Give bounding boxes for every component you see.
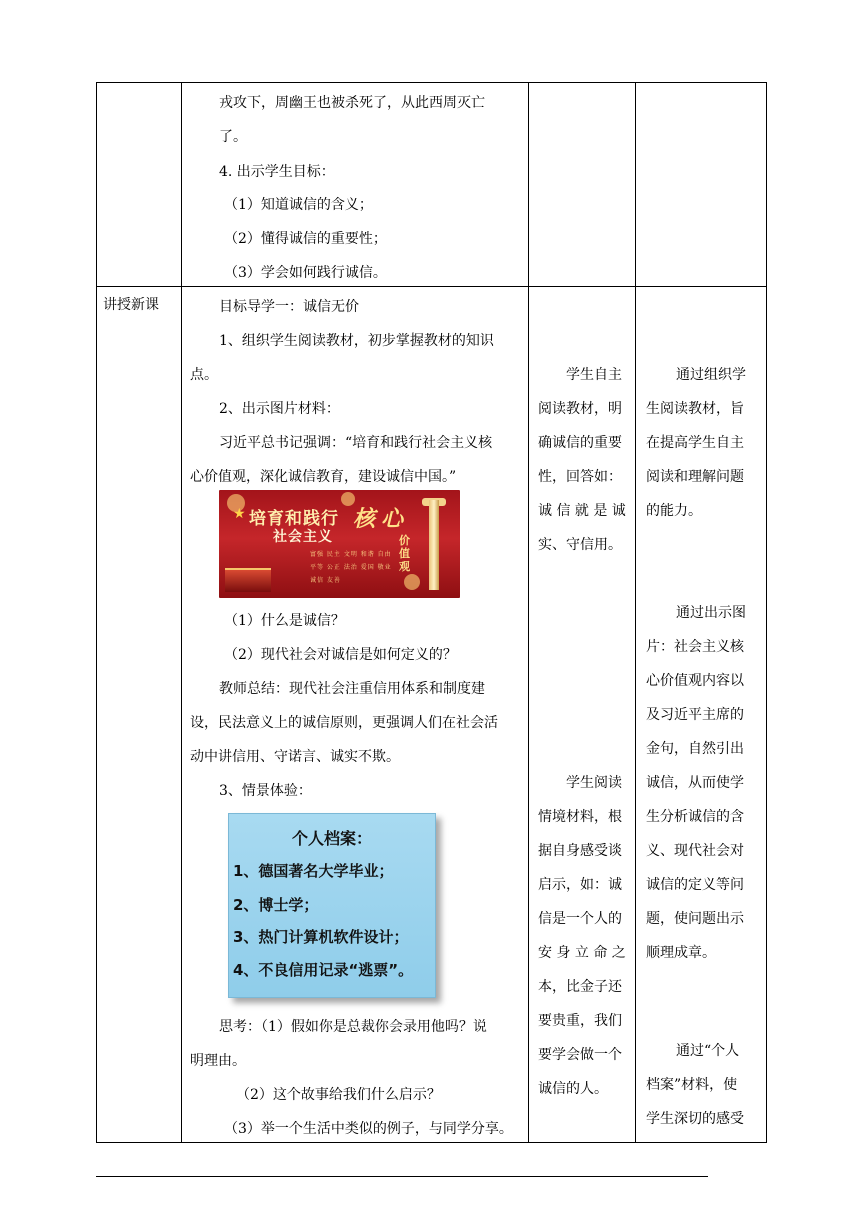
text-line: 启示，如：诚 [538, 877, 622, 893]
text-line: 安 身 立 命 之 [538, 945, 626, 961]
column-divider-1 [181, 82, 182, 1143]
text-line: 义、现代社会对 [646, 843, 744, 859]
text-line: 题，使问题出示 [646, 911, 744, 927]
profile-item: 3、热门计算机软件设计； [233, 928, 409, 946]
footer-rule [96, 1176, 708, 1177]
text-line: 了。 [219, 129, 247, 145]
firework-decoration [404, 574, 420, 590]
section-label: 讲授新课 [103, 297, 159, 313]
text-line: 在提高学生自主 [646, 435, 744, 451]
banner-values-text: 富强 民主 文明 和谐 自由 平等 公正 法治 爱国 敬业 诚信 友善 [310, 551, 392, 584]
column-divider-3 [635, 82, 636, 1143]
text-line: 情境材料，根 [538, 809, 622, 825]
text-line: 性，回答如： [538, 469, 622, 485]
profile-item: 2、博士学； [233, 896, 319, 914]
question-item: （1）什么是诚信？ [224, 613, 345, 629]
text-line: 心价值观，深化诚信教育，建设诚信中国。” [190, 469, 457, 485]
text-line: 生阅读教材，旨 [646, 401, 744, 417]
question-item: （2）现代社会对诚信是如何定义的？ [224, 647, 457, 663]
text-line: 诚信，从而使学 [646, 775, 744, 791]
text-line: 教师总结：现代社会注重信用体系和制度建 [219, 681, 485, 697]
text-line: 心价值观内容以 [646, 673, 744, 689]
star-icon: ★ [233, 506, 246, 522]
text-line: 思考：（1）假如你是总裁你会录用他吗？说 [219, 1019, 487, 1035]
row-divider [96, 286, 766, 287]
text-line: 金句，自然引出 [646, 741, 744, 757]
banner-big-text: 核心 [353, 507, 410, 532]
text-line: 明理由。 [190, 1053, 246, 1069]
text-line [219, 161, 335, 181]
text-line: 的能力。 [646, 503, 702, 519]
text-line: 档案”材料，使 [646, 1077, 738, 1093]
profile-card-title: 个人档案： [291, 829, 372, 848]
table-top-border [96, 82, 766, 83]
text-line: 顺理成章。 [646, 945, 716, 961]
text-line: 片：社会主义核 [646, 639, 744, 655]
text-line: 据自身感受谈 [538, 843, 622, 859]
table-bottom-border [96, 1142, 766, 1143]
text-line: 戎攻下，周幽王也被杀死了，从此西周灭亡 [219, 95, 485, 111]
text-line: 2、出示图片材料： [219, 401, 340, 417]
text-line: 3、情景体验： [219, 783, 312, 799]
question-item: （3）举一个生活中类似的例子，与同学分享。 [224, 1121, 513, 1137]
text-line: 生分析诚信的含 [646, 809, 744, 825]
text-line: 点。 [190, 367, 218, 383]
table-right-border [766, 82, 767, 1143]
text-line: 要学会做一个 [538, 1047, 622, 1063]
column-divider-2 [528, 82, 529, 1143]
text-line: 学生自主 [566, 367, 622, 383]
goal-item: （1）知道诚信的含义； [224, 197, 373, 213]
tiananmen-gate-graphic [225, 568, 271, 592]
goal-item: （2）懂得诚信的重要性； [224, 231, 387, 247]
profile-item: 1、德国著名大学毕业； [233, 862, 394, 880]
text-line: 通过组织学 [676, 367, 746, 383]
goal-heading: 目标导学一：诚信无价 [219, 299, 359, 315]
banner-title-line1: 培育和践行 [249, 509, 339, 529]
text-line: 诚信的定义等问 [646, 877, 744, 893]
goal-item: （3）学会如何践行诚信。 [224, 265, 387, 281]
text-line: 学生深切的感受 [646, 1111, 744, 1127]
text-line: 实、守信用。 [538, 537, 622, 553]
table-left-border [96, 82, 97, 1143]
text-line: 习近平总书记强调：“培育和践行社会主义核 [219, 435, 493, 451]
text-line: 及习近平主席的 [646, 707, 744, 723]
text-line: 阅读教材，明 [538, 401, 622, 417]
text-line: 动中讲信用、守诺言、诚实不欺。 [190, 749, 400, 765]
banner-title-line2: 社会主义 [273, 529, 333, 545]
personal-profile-card [228, 813, 436, 998]
text-line: 通过出示图 [676, 605, 746, 621]
text-line: 学生阅读 [566, 775, 622, 791]
text-line: 本，比金子还 [538, 979, 622, 995]
text-line: 通过“个人 [676, 1043, 740, 1059]
huabiao-pillar-graphic [429, 500, 439, 590]
text-line: 诚信的人。 [538, 1081, 608, 1097]
text-line: 要贵重，我们 [538, 1013, 622, 1029]
banner-vertical-text: 价值观 [399, 534, 410, 573]
text-line: 诚 信 就 是 诚 [538, 503, 626, 519]
text-line: 1、组织学生阅读教材，初步掌握教材的知识 [219, 333, 494, 349]
text-line: 确诚信的重要 [538, 435, 622, 451]
profile-item: 4、不良信用记录“逃票”。 [233, 961, 414, 979]
core-values-banner-image [219, 490, 460, 598]
list-number: 4. 出示学生目标： [219, 164, 335, 180]
text-line: 阅读和理解问题 [646, 469, 744, 485]
text-line: 设，民法意义上的诚信原则，更强调人们在社会活 [190, 715, 498, 731]
question-item: （2）这个故事给我们什么启示？ [236, 1087, 441, 1103]
text-line: 信是一个人的 [538, 911, 622, 927]
